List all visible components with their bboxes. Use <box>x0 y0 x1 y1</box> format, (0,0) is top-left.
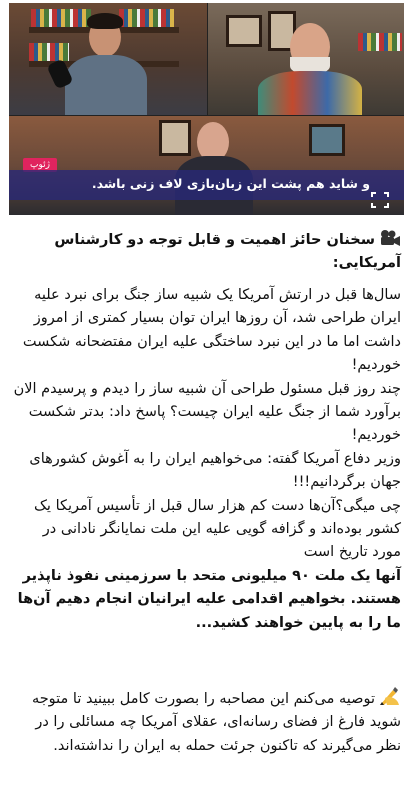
wall-picture <box>226 15 262 47</box>
video-tile-host <box>9 3 207 115</box>
video-tile-third <box>9 116 404 215</box>
post-recommendation <box>12 686 401 758</box>
writing-hand-icon <box>379 686 401 706</box>
books <box>119 9 174 27</box>
video-player[interactable] <box>9 3 404 215</box>
books <box>358 33 402 51</box>
movie-camera-icon <box>379 229 401 247</box>
host-shirt <box>65 55 147 115</box>
recommendation-text: توصیه می‌کنم این مصاحبه را بصورت کامل ببینید تا متوجه شوید فارغ از فضای رسانه‌ای، عقلای آمریکا چه مسائلی را در نظر می‌گیرند که تاکنون جرئت حمله به ایران را نداشته‌اند. <box>31 691 401 754</box>
paragraph: وزیر دفاع آمریکا گفته: می‌خواهیم ایران را به آغوش کشورهای جهان برگردانیم!!! <box>29 450 401 491</box>
wall-picture <box>309 124 345 156</box>
heading-text: سخنان حائز اهمیت و قابل توجه دو کارشناس آمریکایی: <box>54 232 401 272</box>
video-caption: و شاید هم پشت این زبان‌بازی لاف زنی باشد. <box>91 176 370 191</box>
paragraph-bold: آنها یک ملت ۹۰ میلیونی متحد با سرزمینی نفوذ ناپذیر هستند. بخواهیم اقدامی علیه ایرانیان انجام دهیم آن‌ها ما را به پایین خواهند کشید... <box>17 567 401 631</box>
books <box>31 9 91 27</box>
post-body <box>12 284 401 635</box>
fullscreen-icon[interactable] <box>371 192 389 208</box>
books <box>29 43 69 61</box>
channel-logo-badge: ژئوپ <box>23 158 57 172</box>
host-hair <box>87 13 123 29</box>
post-heading <box>12 229 401 276</box>
guest-shirt <box>258 71 362 115</box>
paragraph: سال‌ها قبل در ارتش آمریکا یک شبیه ساز جنگ برای نبرد علیه ایران طراحی شد، آن روزها ایران توان بسیار کمتری از امروز داشت اما ما در این نبرد ساختگی علیه ایران مفتضحانه شکست خوردیم! <box>22 287 401 374</box>
paragraph: چی میگی؟آن‌ها دست کم هزار سال قبل از تأسیس آمریکا یک کشور بوده‌اند و گزافه گویی علیه این ملت نمایانگر نادانی در مورد تاریخ است <box>33 497 401 561</box>
paragraph: چند روز قبل مسئول طراحی آن شبیه ساز را دیدم و پرسیدم الان برآورد شما از جنگ علیه ایران چیست؟ پاسخ داد: بدتر شکست خوردیم! <box>13 380 401 444</box>
wall-picture <box>159 120 191 156</box>
video-tile-guest <box>208 3 404 115</box>
